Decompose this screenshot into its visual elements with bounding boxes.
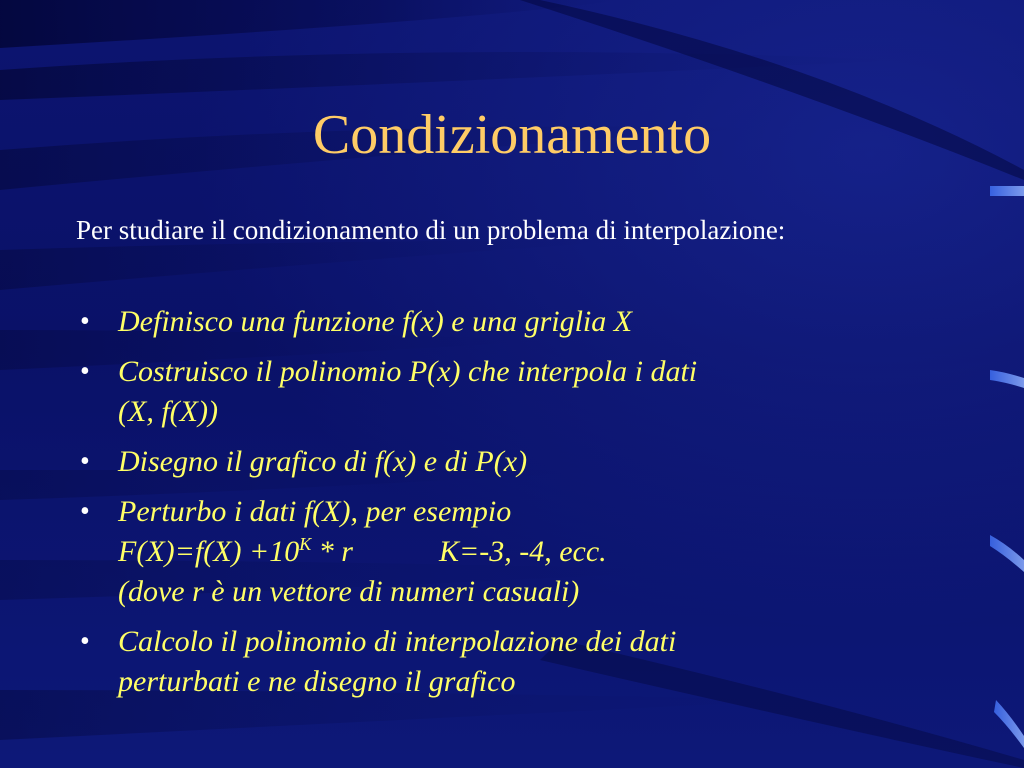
- formula-line: [118, 532, 976, 572]
- intro-text: Per studiare il condizionamento di un problema di interpolazione:: [76, 215, 786, 245]
- bullet-item: [76, 302, 976, 342]
- bullet-text: Perturbo i dati f(X), per esempio: [118, 495, 512, 528]
- bullet-icon: •: [80, 356, 90, 387]
- bullet-text-continued: perturbati e ne disegno il grafico: [118, 665, 516, 698]
- bullet-item: [76, 352, 976, 432]
- formula-note: K=-3, -4, ecc.: [438, 535, 607, 568]
- formula-prefix: F(X)=f(X) +10: [118, 535, 300, 568]
- formula-suffix: * r: [311, 535, 353, 568]
- bullet-text: Calcolo il polinomio di interpolazione dei dati: [118, 625, 677, 658]
- bullet-icon: •: [80, 306, 90, 337]
- bullet-icon: •: [80, 496, 90, 527]
- bullet-item: [76, 442, 976, 482]
- bullet-text-continued: (X, f(X)): [118, 395, 218, 428]
- bullet-text: Costruisco il polinomio P(x) che interpola i dati: [118, 355, 698, 388]
- bullet-item: [76, 622, 976, 702]
- bullet-icon: •: [80, 626, 90, 657]
- formula-exponent: K: [299, 534, 312, 554]
- bullet-text-continued: (dove r è un vettore di numeri casuali): [118, 575, 580, 608]
- bullet-item: [76, 492, 976, 612]
- bullet-text: Disegno il grafico di f(x) e di P(x): [118, 445, 528, 478]
- bullet-list: [76, 302, 976, 712]
- slide-title: Condizionamento: [312, 104, 712, 166]
- bullet-icon: •: [80, 446, 90, 477]
- bullet-text: Definisco una funzione f(x) e una griglia X: [118, 305, 633, 338]
